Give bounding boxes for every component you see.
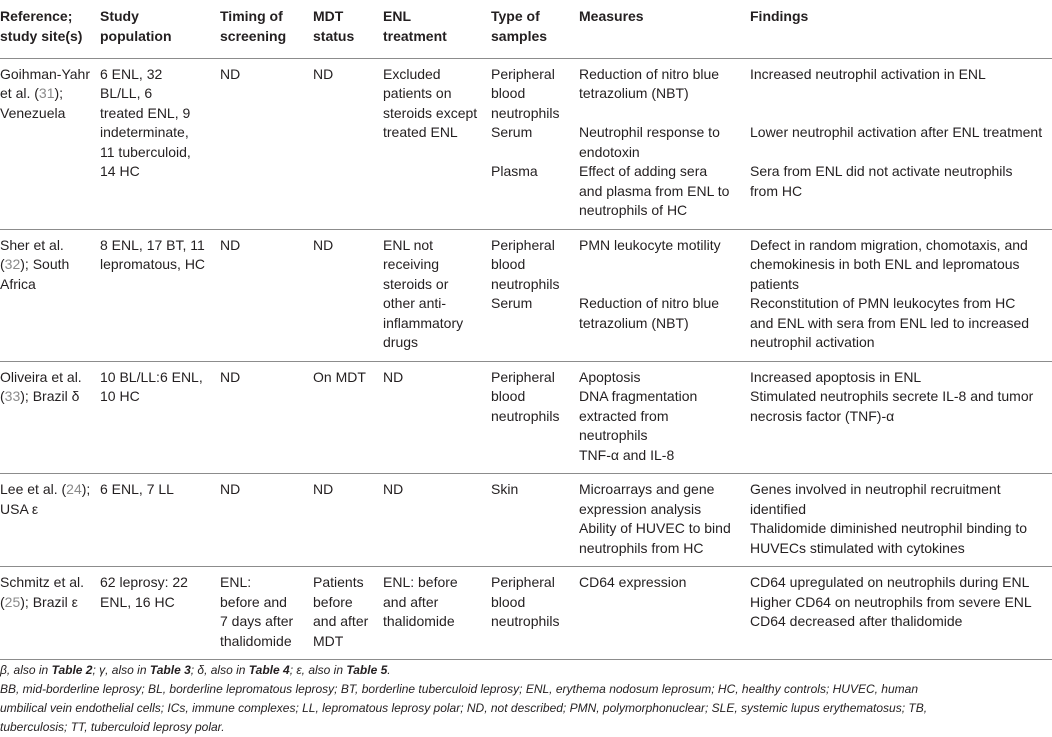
cell-line: ENL: before bbox=[383, 574, 458, 590]
cell-line: 10 BL/LL:6 ENL, bbox=[100, 368, 203, 385]
cell-line: chemokinesis in both ENL and lepromatous bbox=[750, 256, 1020, 272]
abbreviation-line: BB, mid-borderline leprosy; BL, borderline lepromatous leprosy; BT, borderline tuberculoid leprosy; ENL, erythema nodosum leprosum; HC, healthy controls; HUVEC, human bbox=[0, 682, 918, 696]
cell-timing bbox=[216, 567, 309, 660]
cell-line: neutrophil activation bbox=[750, 334, 875, 350]
table-row bbox=[0, 229, 1052, 361]
citation-link[interactable]: 24 bbox=[66, 481, 82, 497]
cell-line: ND bbox=[220, 65, 241, 82]
cell-population bbox=[96, 361, 216, 474]
cell-line: Genes involved in neutrophil recruitment bbox=[750, 481, 1001, 497]
column-header bbox=[96, 0, 216, 58]
cell-line: ND bbox=[313, 236, 334, 253]
cell-line: Lower neutrophil activation after ENL treatment bbox=[750, 124, 1043, 140]
header-line: status bbox=[313, 27, 355, 44]
cell-population bbox=[96, 567, 216, 660]
footnote-sep: ; bbox=[92, 663, 100, 677]
cell-line: expression analysis bbox=[579, 500, 702, 517]
cell-line: Ability of HUVEC to bind bbox=[579, 520, 731, 536]
cell-line: steroids or bbox=[383, 275, 449, 292]
cell-line: and after bbox=[313, 613, 369, 629]
cell-timing bbox=[216, 361, 309, 474]
table-row bbox=[0, 474, 1052, 567]
cell-line: neutrophils bbox=[491, 275, 560, 292]
cell-line: ENL: bbox=[220, 574, 252, 590]
reference-line bbox=[0, 368, 92, 388]
cell-line: steroids except bbox=[383, 104, 478, 121]
column-header bbox=[487, 0, 575, 58]
footnote-sep: . bbox=[387, 663, 391, 677]
cell-line: Peripheral bbox=[491, 368, 555, 385]
reference-text: Oliveira et al. bbox=[0, 368, 82, 385]
cell-line: treated ENL, 9 bbox=[100, 104, 191, 121]
cell-line: Increased neutrophil activation in ENL bbox=[750, 65, 986, 82]
cell-line: 10 HC bbox=[100, 388, 140, 404]
cell-line: Skin bbox=[491, 481, 519, 497]
column-header bbox=[379, 0, 487, 58]
cell-mdt bbox=[309, 567, 379, 660]
cell-reference bbox=[0, 567, 96, 660]
footnote-symbol: γ bbox=[99, 663, 106, 677]
cell-line bbox=[579, 255, 742, 275]
reference-text: Schmitz et al. bbox=[0, 574, 85, 590]
cell-line: ND bbox=[220, 368, 241, 385]
cell-line: Excluded bbox=[383, 65, 441, 82]
footnote-symbol: ε bbox=[296, 663, 302, 677]
column-header bbox=[309, 0, 379, 58]
cell-samples bbox=[487, 361, 575, 474]
cell-measures bbox=[575, 567, 746, 660]
cell-line: Peripheral bbox=[491, 65, 555, 82]
cell-line: ND bbox=[220, 236, 241, 253]
cell-line: tetrazolium (NBT) bbox=[579, 314, 689, 331]
cell-line: 6 ENL, 32 bbox=[100, 65, 163, 82]
cell-timing bbox=[216, 229, 309, 361]
column-header bbox=[0, 0, 96, 58]
cell-findings bbox=[746, 474, 1052, 567]
reference-text: Africa bbox=[0, 275, 36, 292]
footnote-table-refs bbox=[0, 661, 1052, 680]
cell-line: ND bbox=[383, 481, 404, 497]
cell-population bbox=[96, 474, 216, 567]
cell-line: neutrophils bbox=[579, 427, 648, 443]
cell-line: BL/LL, 6 bbox=[100, 85, 153, 101]
cell-samples bbox=[487, 474, 575, 567]
cell-line: Stimulated neutrophils secrete IL-8 and tumor bbox=[750, 388, 1034, 404]
cell-line: 8 ENL, 17 BT, 11 bbox=[100, 236, 205, 253]
cell-treatment bbox=[379, 361, 487, 474]
cell-line: indeterminate, bbox=[100, 124, 189, 140]
cell-line: ENL, 16 HC bbox=[100, 593, 175, 610]
cell-line: Sera from ENL did not activate neutrophils bbox=[750, 163, 1013, 179]
footnote-table-link[interactable]: Table 4 bbox=[248, 663, 290, 677]
abbreviation-line: umbilical vein endothelial cells; ICs, immune complexes; LL, lepromatous leprosy polar; ND, not described; PMN, polymorphonuclear; SLE, systemic lupus erythematosus; TB, bbox=[0, 701, 928, 715]
table-row bbox=[0, 567, 1052, 660]
footnote-table-link[interactable]: Table 2 bbox=[51, 663, 93, 677]
cell-line: ND bbox=[313, 65, 334, 82]
cell-line: inflammatory bbox=[383, 314, 464, 331]
reference-text: ( bbox=[0, 593, 5, 610]
reference-line bbox=[0, 65, 92, 85]
footnote-table-link[interactable]: Table 5 bbox=[346, 663, 388, 677]
cell-line: Apoptosis bbox=[579, 368, 641, 385]
cell-line: 14 HC bbox=[100, 163, 140, 179]
cell-line: blood bbox=[491, 388, 526, 404]
cell-line: 6 ENL, 7 LL bbox=[100, 481, 174, 497]
footnote-text: , also in bbox=[105, 663, 150, 677]
cell-line: necrosis factor (TNF)-α bbox=[750, 407, 895, 424]
cell-line: CD64 upregulated on neutrophils during ENL bbox=[750, 574, 1030, 590]
cell-line: 62 leprosy: 22 bbox=[100, 574, 188, 590]
cell-treatment bbox=[379, 474, 487, 567]
reference-text: ); Brazil δ bbox=[20, 388, 80, 404]
cell-line: ND bbox=[383, 368, 404, 385]
cell-samples bbox=[487, 58, 575, 229]
reference-line bbox=[0, 255, 92, 275]
reference-text: Sher et al. bbox=[0, 236, 64, 253]
header-line: treatment bbox=[383, 27, 447, 44]
cell-line: from HC bbox=[750, 182, 803, 199]
cell-line: Reduction of nitro blue bbox=[579, 65, 720, 82]
cell-timing bbox=[216, 58, 309, 229]
cell-line: 11 tuberculoid, bbox=[100, 143, 191, 160]
cell-line: patients on bbox=[383, 85, 452, 101]
reference-line bbox=[0, 500, 92, 520]
header-line: Findings bbox=[750, 8, 809, 24]
table-footnote bbox=[0, 661, 1052, 737]
abbreviation-line: tuberculosis; TT, tuberculoid leprosy polar. bbox=[0, 720, 225, 734]
cell-measures bbox=[575, 58, 746, 229]
cell-mdt bbox=[309, 361, 379, 474]
cell-line: 7 days after bbox=[220, 613, 294, 629]
cell-line: Higher CD64 on neutrophils from severe ENL bbox=[750, 593, 1032, 610]
cell-line: Effect of adding sera bbox=[579, 163, 708, 179]
cell-line bbox=[491, 143, 571, 163]
cell-population bbox=[96, 229, 216, 361]
reference-text: ); Brazil ε bbox=[20, 593, 78, 610]
cell-line: blood bbox=[491, 593, 526, 610]
header-line: Measures bbox=[579, 8, 644, 24]
cell-line: before and bbox=[220, 593, 287, 610]
cell-measures bbox=[575, 229, 746, 361]
cell-line: neutrophils bbox=[491, 407, 560, 424]
column-header bbox=[575, 0, 746, 58]
cell-line bbox=[750, 143, 1048, 163]
column-header bbox=[216, 0, 309, 58]
footnote-table-link[interactable]: Table 3 bbox=[149, 663, 191, 677]
reference-line bbox=[0, 593, 92, 613]
cell-line: Patients bbox=[313, 574, 364, 590]
cell-line: drugs bbox=[383, 334, 419, 350]
reference-line bbox=[0, 480, 92, 500]
cell-samples bbox=[487, 229, 575, 361]
reference-text: ); South bbox=[20, 256, 70, 272]
cell-treatment bbox=[379, 58, 487, 229]
cell-line: patients bbox=[750, 275, 800, 292]
reference-line bbox=[0, 236, 92, 256]
cell-line: CD64 expression bbox=[579, 574, 687, 590]
cell-line: Serum bbox=[491, 124, 533, 140]
cell-line: ND bbox=[220, 481, 241, 497]
footnote-text: , also in bbox=[204, 663, 249, 677]
cell-line: MDT bbox=[313, 632, 344, 649]
header-line: Timing of bbox=[220, 8, 283, 24]
reference-line bbox=[0, 84, 92, 104]
reference-line bbox=[0, 275, 92, 295]
cell-line: treated ENL bbox=[383, 124, 458, 140]
cell-line: thalidomide bbox=[383, 613, 455, 629]
cell-findings bbox=[746, 58, 1052, 229]
header-line: screening bbox=[220, 27, 287, 44]
reference-line bbox=[0, 104, 92, 124]
header-line: Reference; bbox=[0, 8, 73, 24]
cell-line: identified bbox=[750, 500, 807, 517]
cell-mdt bbox=[309, 229, 379, 361]
column-header bbox=[746, 0, 1052, 58]
table-body bbox=[0, 58, 1052, 660]
footnote-sep: ; bbox=[190, 663, 198, 677]
cell-line: other anti- bbox=[383, 295, 447, 311]
cell-line bbox=[750, 84, 1048, 104]
cell-line: thalidomide bbox=[220, 632, 292, 649]
cell-reference bbox=[0, 361, 96, 474]
cell-findings bbox=[746, 361, 1052, 474]
cell-line: tetrazolium (NBT) bbox=[579, 85, 689, 101]
header-line: population bbox=[100, 27, 172, 44]
cell-line: before bbox=[313, 593, 353, 610]
table-header-row bbox=[0, 0, 1052, 58]
reference-line bbox=[0, 387, 92, 407]
cell-line: lepromatous, HC bbox=[100, 256, 206, 272]
citation-link[interactable]: 33 bbox=[4, 388, 21, 404]
cell-line: Peripheral bbox=[491, 574, 555, 590]
cell-line: Defect in random migration, chomotaxis, and bbox=[750, 236, 1028, 253]
reference-text: et al. ( bbox=[0, 85, 39, 101]
footnote-symbol: δ bbox=[197, 663, 205, 677]
cell-line: DNA fragmentation bbox=[579, 388, 698, 404]
cell-line: Increased apoptosis in ENL bbox=[750, 368, 922, 385]
header-line: study site(s) bbox=[0, 27, 83, 44]
header-line: Type of bbox=[491, 8, 540, 24]
reference-text: Venezuela bbox=[0, 104, 66, 121]
cell-line: neutrophils bbox=[491, 613, 560, 629]
cell-line: Thalidomide diminished neutrophil binding to bbox=[750, 520, 1028, 536]
cell-line: neutrophils of HC bbox=[579, 202, 688, 218]
cell-reference bbox=[0, 474, 96, 567]
cell-reference bbox=[0, 58, 96, 229]
cell-treatment bbox=[379, 567, 487, 660]
cell-line bbox=[579, 275, 742, 295]
cell-line: Plasma bbox=[491, 163, 538, 179]
table-row bbox=[0, 361, 1052, 474]
footnote-abbreviations bbox=[0, 680, 1052, 737]
cell-line: Peripheral bbox=[491, 236, 555, 253]
header-line: MDT bbox=[313, 8, 344, 24]
cell-line: and ENL with sera from ENL led to increased bbox=[750, 314, 1030, 331]
cell-line bbox=[750, 104, 1048, 124]
cell-line: CD64 decreased after thalidomide bbox=[750, 613, 963, 629]
cell-findings bbox=[746, 567, 1052, 660]
cell-findings bbox=[746, 229, 1052, 361]
cell-mdt bbox=[309, 58, 379, 229]
cell-line: HUVECs stimulated with cytokines bbox=[750, 539, 965, 556]
cell-line: blood bbox=[491, 85, 526, 101]
cell-samples bbox=[487, 567, 575, 660]
footnote-symbol: β bbox=[0, 663, 7, 677]
cell-line: and plasma from ENL to bbox=[579, 182, 730, 199]
cell-line: neutrophils from HC bbox=[579, 539, 704, 556]
table-row bbox=[0, 58, 1052, 229]
cell-line: ND bbox=[313, 481, 334, 497]
header-line: samples bbox=[491, 27, 548, 44]
cell-line: neutrophils bbox=[491, 104, 560, 121]
cell-measures bbox=[575, 474, 746, 567]
header-line: Study bbox=[100, 8, 139, 24]
cell-line: Reconstitution of PMN leukocytes from HC bbox=[750, 295, 1016, 311]
reference-text: ( bbox=[0, 388, 5, 404]
cell-timing bbox=[216, 474, 309, 567]
cell-line: extracted from bbox=[579, 407, 669, 424]
footnote-text: , also in bbox=[6, 663, 52, 677]
reference-text: ); bbox=[54, 85, 64, 101]
cell-treatment bbox=[379, 229, 487, 361]
cell-line: endotoxin bbox=[579, 143, 640, 160]
reference-text: ); bbox=[81, 481, 91, 497]
reference-text: USA ε bbox=[0, 500, 39, 517]
cell-measures bbox=[575, 361, 746, 474]
cell-line bbox=[579, 104, 742, 124]
cell-line: PMN leukocyte motility bbox=[579, 236, 721, 253]
reference-line bbox=[0, 573, 92, 593]
cell-line: Reduction of nitro blue bbox=[579, 295, 720, 311]
cell-line: blood bbox=[491, 256, 526, 272]
reference-text: Lee et al. ( bbox=[0, 481, 67, 497]
header-line: ENL bbox=[383, 8, 411, 24]
citation-link[interactable]: 25 bbox=[4, 593, 21, 610]
citation-link[interactable]: 31 bbox=[38, 85, 55, 101]
cell-reference bbox=[0, 229, 96, 361]
citation-link[interactable]: 32 bbox=[4, 256, 21, 272]
cell-line: TNF-α and IL-8 bbox=[579, 446, 675, 463]
reference-text: ( bbox=[0, 256, 5, 272]
footnote-text: , also in bbox=[301, 663, 347, 677]
cell-mdt bbox=[309, 474, 379, 567]
cell-line: ENL not bbox=[383, 236, 434, 253]
cell-population bbox=[96, 58, 216, 229]
cell-line: Serum bbox=[491, 295, 533, 311]
cell-line: Neutrophil response to bbox=[579, 124, 720, 140]
cell-line: Microarrays and gene bbox=[579, 481, 715, 497]
reference-text: Goihman-Yahr bbox=[0, 65, 91, 82]
cell-line: receiving bbox=[383, 256, 440, 272]
cell-line: and after bbox=[383, 593, 439, 610]
footnote-sep: ; bbox=[289, 663, 297, 677]
cell-line: On MDT bbox=[313, 368, 366, 385]
